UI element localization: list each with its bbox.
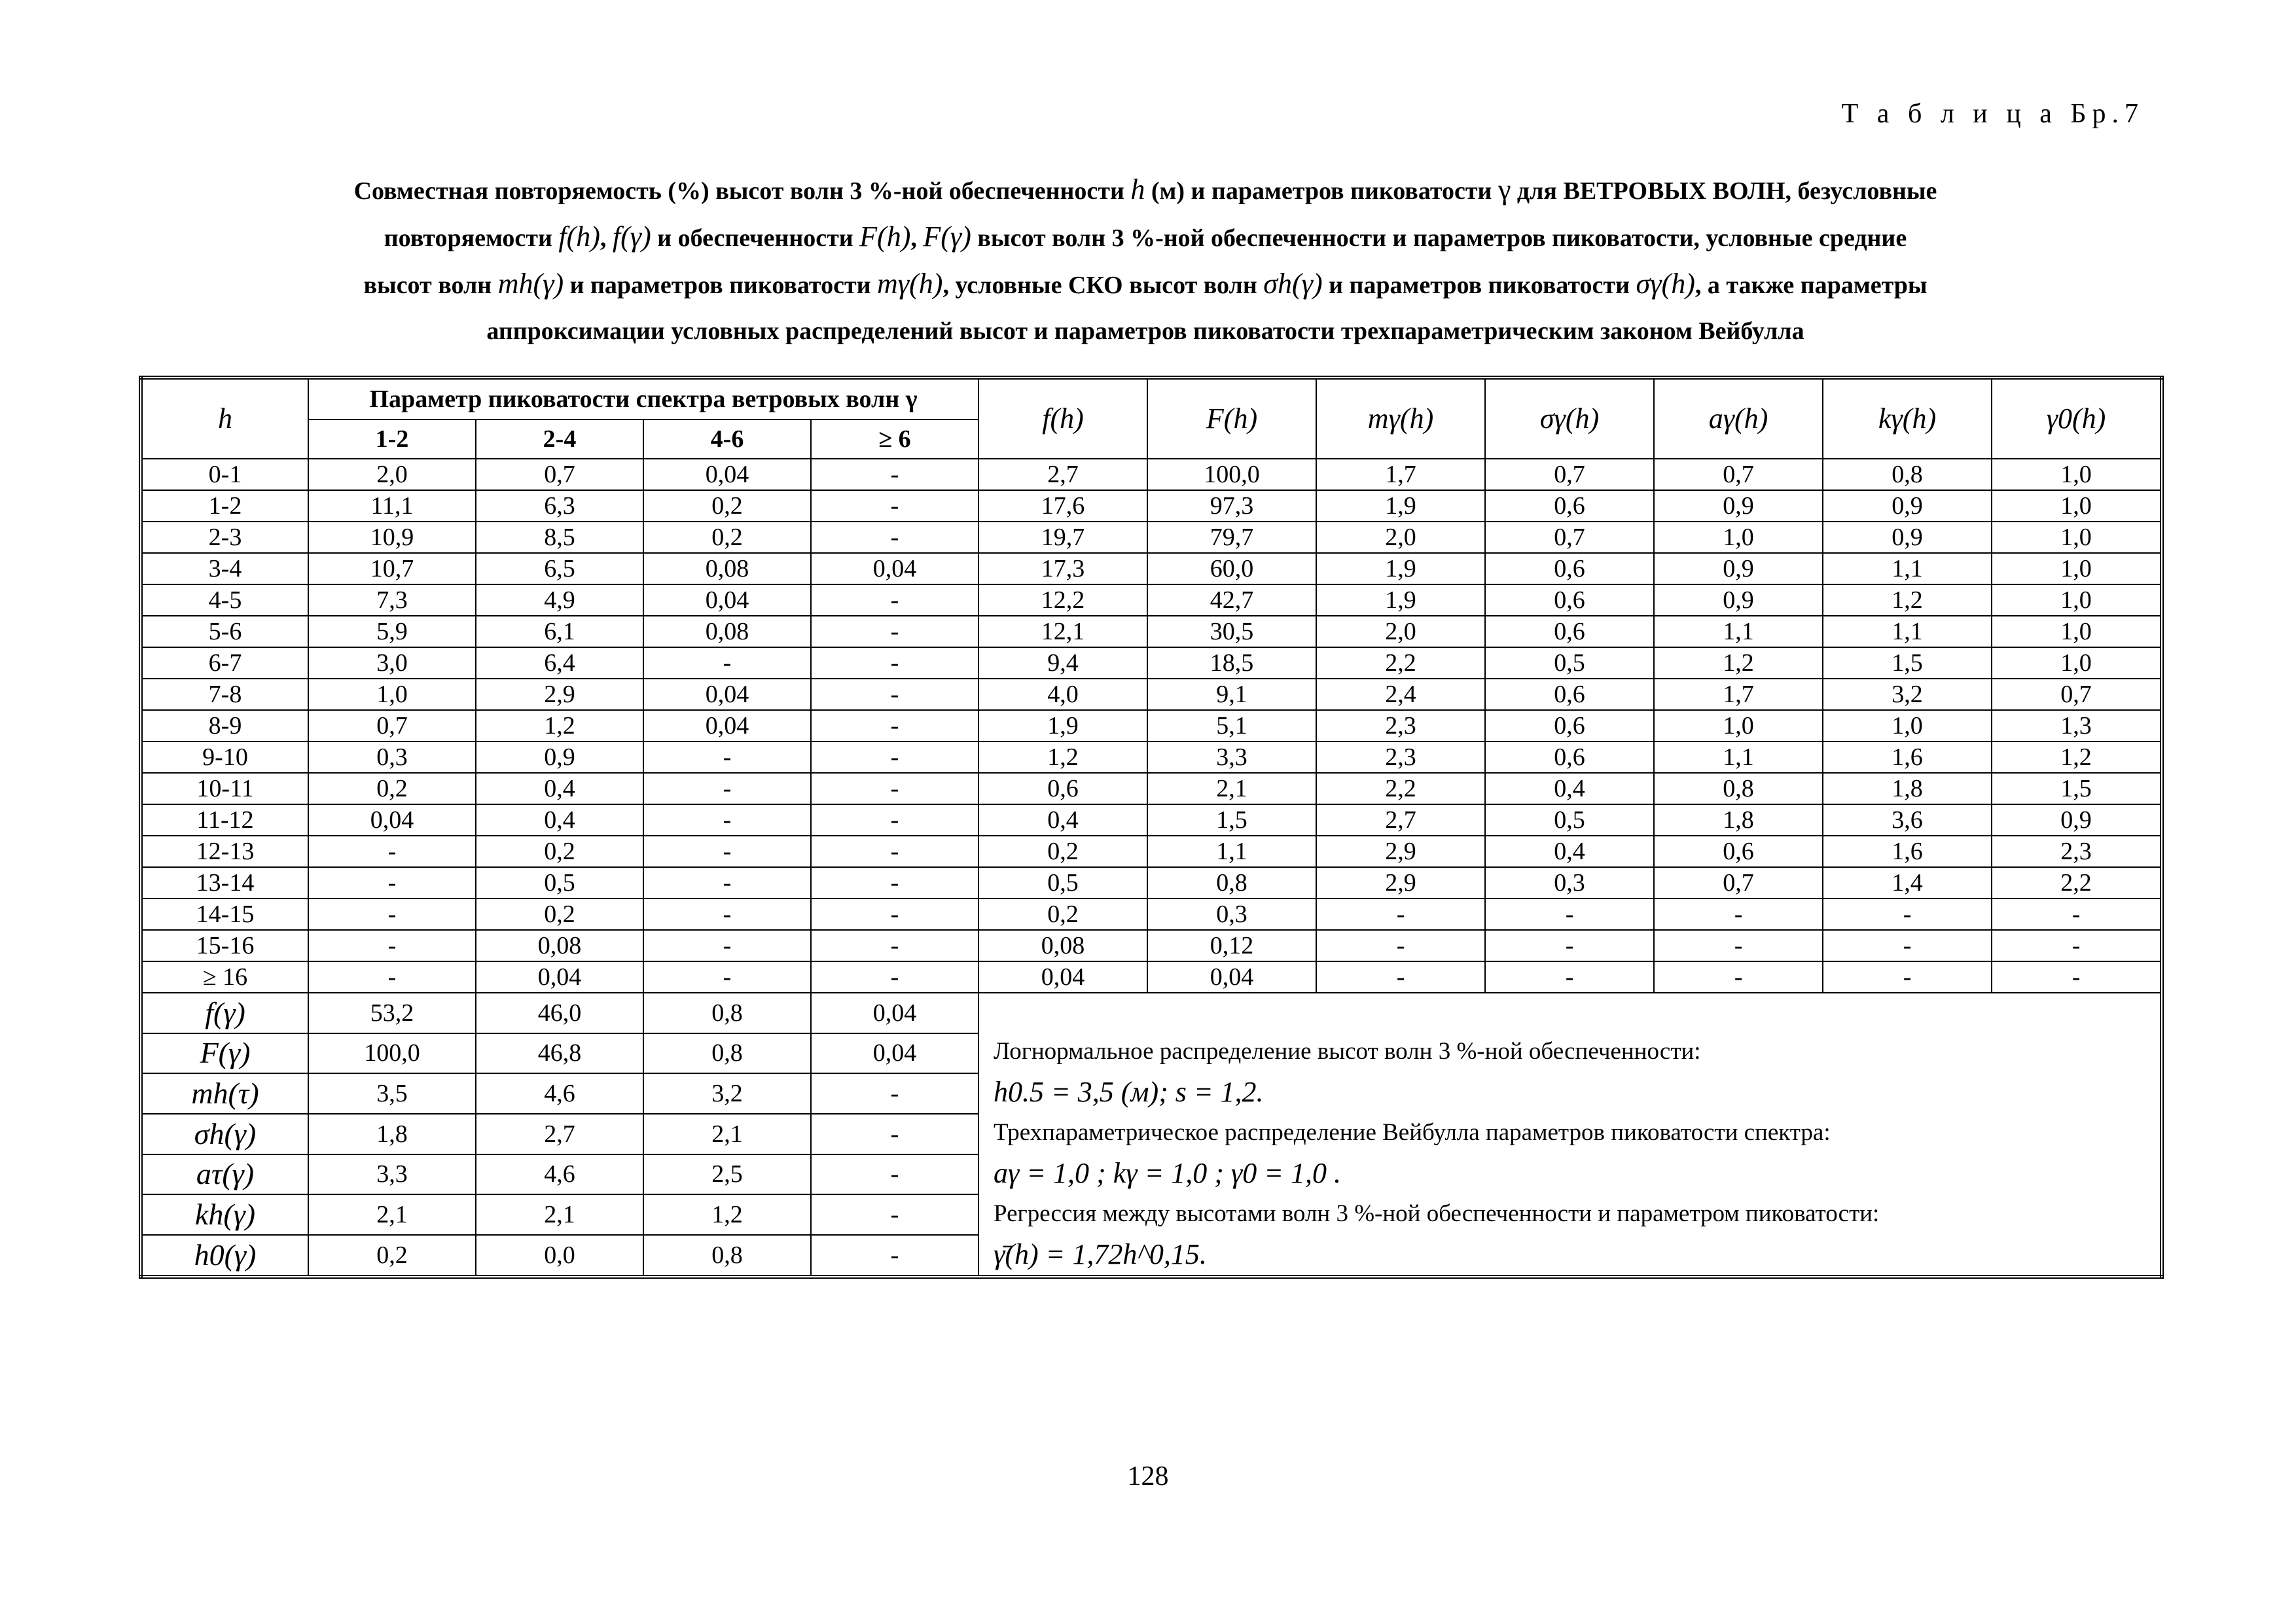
aggregate-cell: 0,2 — [308, 1235, 476, 1277]
header-gamma0-h: γ0(h) — [1992, 378, 2162, 459]
row-height-range: 9-10 — [141, 741, 308, 773]
formula-weibull: aγ = 1,0 ; kγ = 1,0 ; γ0 = 1,0 . — [994, 1157, 1341, 1189]
table-cell: 1,0 — [1992, 522, 2162, 553]
table-cell: 2,3 — [1316, 710, 1485, 741]
table-cell: - — [1823, 930, 1992, 961]
aggregate-cell: 3,2 — [643, 1073, 811, 1114]
row-height-range: 13-14 — [141, 867, 308, 899]
aggregate-cell: 0,8 — [643, 1235, 811, 1277]
row-height-range: 10-11 — [141, 773, 308, 804]
table-row — [141, 647, 2162, 679]
aggregate-cell: 3,3 — [308, 1154, 476, 1195]
table-cell: 6,1 — [476, 616, 643, 647]
table-cell: - — [643, 961, 811, 993]
table-row — [141, 899, 2162, 930]
row-height-range: 4-5 — [141, 584, 308, 616]
table-cell: - — [643, 741, 811, 773]
page-number: 128 — [1127, 1461, 1169, 1491]
table-cell: 0,4 — [978, 804, 1147, 836]
table-cell: 12,1 — [978, 616, 1147, 647]
table-cell: 2,7 — [1316, 804, 1485, 836]
row-height-range: 7-8 — [141, 679, 308, 710]
table-cell: 0,7 — [476, 459, 643, 490]
aggregate-cell: 4,6 — [476, 1073, 643, 1114]
aggregate-cell: 0,8 — [643, 1033, 811, 1074]
table-cell: 1,2 — [1992, 741, 2162, 773]
aggregate-cell: 2,1 — [643, 1114, 811, 1154]
table-cell: 3,3 — [1147, 741, 1316, 773]
table-cell: 0,7 — [308, 710, 476, 741]
table-cell: - — [1485, 930, 1654, 961]
table-cell: 0,9 — [1654, 553, 1823, 584]
table-cell: - — [811, 616, 978, 647]
table-cell: 17,6 — [978, 490, 1147, 522]
table-cell: - — [1823, 961, 1992, 993]
table-cell: 9,1 — [1147, 679, 1316, 710]
aggregate-cell: 1,8 — [308, 1114, 476, 1154]
table-cell: - — [811, 773, 978, 804]
table-cell: 1,1 — [1654, 616, 1823, 647]
table-cell: 0,12 — [1147, 930, 1316, 961]
table-cell: - — [1992, 961, 2162, 993]
table-cell: 0,5 — [476, 867, 643, 899]
table-cell: 5,1 — [1147, 710, 1316, 741]
table-cell: 0,9 — [1992, 804, 2162, 836]
table-cell: 1,0 — [1992, 459, 2162, 490]
table-cell: 42,7 — [1147, 584, 1316, 616]
aggregate-cell: 0,04 — [811, 1033, 978, 1074]
aggregate-cell: 0,8 — [643, 993, 811, 1033]
table-cell: 0,4 — [1485, 836, 1654, 867]
table-cell: 2,0 — [1316, 522, 1485, 553]
aggregate-label: f(γ) — [141, 993, 308, 1033]
table-cell: 30,5 — [1147, 616, 1316, 647]
table-row — [141, 710, 2162, 741]
table-cell: 0,04 — [643, 459, 811, 490]
table-cell: 4,0 — [978, 679, 1147, 710]
table-cell: 1,0 — [1823, 710, 1992, 741]
header-F-h: F(h) — [1147, 378, 1316, 459]
table-cell: 1,8 — [1823, 773, 1992, 804]
table-cell: 19,7 — [978, 522, 1147, 553]
row-height-range: 3-4 — [141, 553, 308, 584]
table-cell: 2,2 — [1992, 867, 2162, 899]
table-cell: 0,04 — [978, 961, 1147, 993]
table-cell: 1,5 — [1992, 773, 2162, 804]
table-cell: 1,7 — [1316, 459, 1485, 490]
table-cell: - — [811, 459, 978, 490]
table-cell: 0,9 — [1654, 490, 1823, 522]
table-cell: 2,0 — [308, 459, 476, 490]
table-cell: 1,0 — [1992, 490, 2162, 522]
table-row — [141, 836, 2162, 867]
table-cell: - — [811, 930, 978, 961]
table-cell: 0,08 — [978, 930, 1147, 961]
table-cell: 2,2 — [1316, 773, 1485, 804]
table-cell: 0,2 — [643, 490, 811, 522]
table-cell: 0,7 — [1485, 522, 1654, 553]
table-cell: 2,9 — [1316, 867, 1485, 899]
table-cell: 1,2 — [476, 710, 643, 741]
table-cell: 17,3 — [978, 553, 1147, 584]
table-cell: 1,9 — [1316, 490, 1485, 522]
table-cell: 0,6 — [1654, 836, 1823, 867]
header-a-gamma-h: aγ(h) — [1654, 378, 1823, 459]
aggregate-cell: 0,04 — [811, 993, 978, 1033]
table-cell: 0,7 — [1992, 679, 2162, 710]
table-cell: 4,9 — [476, 584, 643, 616]
table-cell: 0,8 — [1823, 459, 1992, 490]
row-height-range: 2-3 — [141, 522, 308, 553]
table-cell: 1,0 — [1992, 553, 2162, 584]
aggregate-label: F(γ) — [141, 1033, 308, 1074]
table-cell: - — [811, 741, 978, 773]
table-cell: 1,0 — [1654, 710, 1823, 741]
aggregate-cell: 100,0 — [308, 1033, 476, 1074]
table-cell: 0,6 — [1485, 741, 1654, 773]
table-cell: 0,9 — [1654, 584, 1823, 616]
header-k-gamma-h: kγ(h) — [1823, 378, 1992, 459]
table-cell: - — [1654, 899, 1823, 930]
table-cell: 5,9 — [308, 616, 476, 647]
table-cell: - — [1992, 899, 2162, 930]
aggregate-label: mh(τ) — [141, 1073, 308, 1114]
table-row — [141, 616, 2162, 647]
aggregate-cell: - — [811, 1154, 978, 1195]
header-h: h — [141, 378, 308, 459]
aggregate-cell: - — [811, 1235, 978, 1277]
table-cell: 1,0 — [1992, 584, 2162, 616]
table-cell: 1,7 — [1654, 679, 1823, 710]
table-cell: 0,04 — [476, 961, 643, 993]
table-cell: 0,2 — [476, 899, 643, 930]
table-cell: 2,4 — [1316, 679, 1485, 710]
table-cell: 1,1 — [1654, 741, 1823, 773]
table-cell: 0,2 — [978, 836, 1147, 867]
aggregate-cell: 2,7 — [476, 1114, 643, 1154]
table-cell: - — [1654, 930, 1823, 961]
table-label: Т а б л и ц а Бр.7 — [1841, 99, 2144, 129]
table-cell: - — [643, 867, 811, 899]
header-m-gamma-h: mγ(h) — [1316, 378, 1485, 459]
table-cell: 6,4 — [476, 647, 643, 679]
table-cell: 0,9 — [1823, 522, 1992, 553]
table-cell: - — [811, 490, 978, 522]
table-cell: - — [1654, 961, 1823, 993]
table-cell: 2,2 — [1316, 647, 1485, 679]
aggregate-cell: 46,0 — [476, 993, 643, 1033]
table-row — [141, 679, 2162, 710]
table-row — [141, 459, 2162, 490]
table-cell: 0,3 — [1485, 867, 1654, 899]
table-cell: 6,5 — [476, 553, 643, 584]
table-cell: 2,7 — [978, 459, 1147, 490]
table-cell: 0,6 — [1485, 710, 1654, 741]
table-cell: 79,7 — [1147, 522, 1316, 553]
distribution-notes — [978, 993, 2162, 1277]
table-cell: 0,9 — [476, 741, 643, 773]
table-cell: - — [308, 867, 476, 899]
table-cell: 0,08 — [643, 553, 811, 584]
table-cell: 0,6 — [1485, 616, 1654, 647]
table-row — [141, 961, 2162, 993]
table-cell: - — [811, 899, 978, 930]
table-cell: - — [1823, 899, 1992, 930]
table-cell: 0,6 — [978, 773, 1147, 804]
table-cell: 1,0 — [308, 679, 476, 710]
table-cell: 12,2 — [978, 584, 1147, 616]
formula-regression: γ̄(h) = 1,72h^0,15. — [994, 1238, 1207, 1270]
table-cell: - — [1316, 899, 1485, 930]
table-cell: - — [811, 804, 978, 836]
table-cell: 3,2 — [1823, 679, 1992, 710]
table-row — [141, 773, 2162, 804]
row-height-range: 0-1 — [141, 459, 308, 490]
table-cell: 0,6 — [1485, 553, 1654, 584]
table-cell: 1,6 — [1823, 741, 1992, 773]
table-cell: 97,3 — [1147, 490, 1316, 522]
table-cell: 0,04 — [643, 584, 811, 616]
table-cell: - — [1316, 930, 1485, 961]
table-cell: 1,9 — [978, 710, 1147, 741]
table-cell: 0,3 — [308, 741, 476, 773]
table-cell: 0,7 — [1485, 459, 1654, 490]
note-regression: Регрессия между высотами волн 3 %-ной обеспеченности и параметром пиковатости: — [994, 1200, 1880, 1227]
note-lognormal: Логнормальное распределение высот волн 3 %-ной обеспеченности: — [994, 1038, 1701, 1065]
row-height-range: 1-2 — [141, 490, 308, 522]
table-cell: - — [811, 836, 978, 867]
aggregate-cell: 4,6 — [476, 1154, 643, 1195]
table-cell: 100,0 — [1147, 459, 1316, 490]
table-cell: 0,5 — [1485, 647, 1654, 679]
table-cell: 1,3 — [1992, 710, 2162, 741]
table-cell: - — [643, 930, 811, 961]
table-cell: 0,6 — [1485, 490, 1654, 522]
header-gamma-4-6: 4-6 — [643, 419, 811, 459]
aggregate-cell: - — [811, 1073, 978, 1114]
table-cell: - — [811, 647, 978, 679]
table-cell: - — [811, 710, 978, 741]
row-height-range: ≥ 16 — [141, 961, 308, 993]
formula-lognormal: h0.5 = 3,5 (м); s = 1,2. — [994, 1076, 1264, 1108]
table-cell: 1,2 — [978, 741, 1147, 773]
table-row — [141, 741, 2162, 773]
wave-statistics-table — [139, 376, 2164, 1279]
table-cell: - — [1992, 930, 2162, 961]
table-cell: - — [308, 899, 476, 930]
table-cell: 0,2 — [476, 836, 643, 867]
table-cell: 0,4 — [476, 773, 643, 804]
table-cell: 2,3 — [1316, 741, 1485, 773]
table-cell: - — [308, 930, 476, 961]
table-cell: - — [643, 773, 811, 804]
table-cell: 0,2 — [643, 522, 811, 553]
table-cell: 1,2 — [1823, 584, 1992, 616]
row-height-range: 8-9 — [141, 710, 308, 741]
table-cell: - — [811, 584, 978, 616]
table-cell: - — [643, 647, 811, 679]
table-cell: - — [643, 836, 811, 867]
table-caption: Совместная повторяемость (%) высот волн 3 %-ной обеспеченности h (м) и параметров пиковатости γ для ВЕТРОВЫХ ВОЛН, безусловные повторяемости f(h), f(γ) и обеспеченности F(h), F(γ) высот волн 3 %-ной обеспеченности и параметров пиковатости, условные средние высот волн mh(γ) и параметров пиковатости mγ(h), условные СКО высот волн σh(γ) и параметров пиковатости σγ(h), а также параметры аппроксимации условных распределений высот и параметров пиковатости трехпараметрическим законом Вейбулла — [353, 173, 1937, 345]
table-cell: 3,0 — [308, 647, 476, 679]
aggregate-cell: 2,1 — [308, 1194, 476, 1235]
table-cell: 0,6 — [1485, 584, 1654, 616]
table-cell: 0,5 — [1485, 804, 1654, 836]
table-cell: - — [308, 836, 476, 867]
table-cell: 2,9 — [476, 679, 643, 710]
table-cell: 0,7 — [1654, 867, 1823, 899]
table-cell: 0,7 — [1654, 459, 1823, 490]
table-cell: 0,08 — [643, 616, 811, 647]
aggregate-cell: 46,8 — [476, 1033, 643, 1074]
aggregate-cell: - — [811, 1114, 978, 1154]
table-cell: - — [1485, 961, 1654, 993]
table-cell: 7,3 — [308, 584, 476, 616]
table-cell: - — [643, 899, 811, 930]
table-cell: 2,0 — [1316, 616, 1485, 647]
table-row — [141, 490, 2162, 522]
table-cell: 1,0 — [1654, 522, 1823, 553]
table-cell: 18,5 — [1147, 647, 1316, 679]
row-height-range: 11-12 — [141, 804, 308, 836]
table-cell: 6,3 — [476, 490, 643, 522]
note-weibull: Трехпараметрическое распределение Вейбулла параметров пиковатости спектра: — [994, 1119, 1831, 1146]
table-cell: 0,8 — [1654, 773, 1823, 804]
table-row — [141, 930, 2162, 961]
table-cell: 0,04 — [643, 710, 811, 741]
table-cell: 0,04 — [308, 804, 476, 836]
table-cell: 1,8 — [1654, 804, 1823, 836]
header-gamma-group: Параметр пиковатости спектра ветровых волн γ — [308, 378, 978, 419]
header-gamma-2-4: 2-4 — [476, 419, 643, 459]
header-f-h: f(h) — [978, 378, 1147, 459]
table-cell: 9,4 — [978, 647, 1147, 679]
table-cell: 0,08 — [476, 930, 643, 961]
table-cell: 1,1 — [1823, 616, 1992, 647]
table-cell: 8,5 — [476, 522, 643, 553]
table-cell: 60,0 — [1147, 553, 1316, 584]
row-height-range: 12-13 — [141, 836, 308, 867]
table-cell: 11,1 — [308, 490, 476, 522]
table-cell: 0,5 — [978, 867, 1147, 899]
table-cell: - — [811, 522, 978, 553]
aggregate-cell: 1,2 — [643, 1194, 811, 1235]
table-cell: 0,9 — [1823, 490, 1992, 522]
table-cell: 0,04 — [1147, 961, 1316, 993]
aggregate-cell: 2,5 — [643, 1154, 811, 1195]
header-sigma-gamma-h: σγ(h) — [1485, 378, 1654, 459]
table-cell: 2,3 — [1992, 836, 2162, 867]
table-row — [141, 867, 2162, 899]
aggregate-cell: 2,1 — [476, 1194, 643, 1235]
table-row — [141, 553, 2162, 584]
table-cell: 0,2 — [308, 773, 476, 804]
table-cell: 0,04 — [811, 553, 978, 584]
table-cell: 1,5 — [1823, 647, 1992, 679]
aggregate-cell: 53,2 — [308, 993, 476, 1033]
table-cell: 10,7 — [308, 553, 476, 584]
aggregate-label: h0(γ) — [141, 1235, 308, 1277]
header-gamma-1-2: 1-2 — [308, 419, 476, 459]
table-cell: 1,1 — [1147, 836, 1316, 867]
header-gamma-ge6: ≥ 6 — [811, 419, 978, 459]
table-cell: 0,4 — [476, 804, 643, 836]
table-cell: 1,9 — [1316, 584, 1485, 616]
table-cell: 1,2 — [1654, 647, 1823, 679]
table-row — [141, 584, 2162, 616]
row-height-range: 5-6 — [141, 616, 308, 647]
table-cell: 0,2 — [978, 899, 1147, 930]
aggregate-cell: 3,5 — [308, 1073, 476, 1114]
aggregate-label: σh(γ) — [141, 1114, 308, 1154]
table-cell: 1,0 — [1992, 616, 2162, 647]
row-height-range: 6-7 — [141, 647, 308, 679]
table-cell: 0,3 — [1147, 899, 1316, 930]
aggregate-label: aτ(γ) — [141, 1154, 308, 1195]
table-row — [141, 522, 2162, 553]
aggregate-cell: - — [811, 1194, 978, 1235]
table-cell: - — [1316, 961, 1485, 993]
table-cell: - — [308, 961, 476, 993]
table-cell: 3,6 — [1823, 804, 1992, 836]
table-cell: 1,5 — [1147, 804, 1316, 836]
table-row — [141, 804, 2162, 836]
row-height-range: 14-15 — [141, 899, 308, 930]
table-cell: 1,0 — [1992, 647, 2162, 679]
table-cell: 2,9 — [1316, 836, 1485, 867]
table-cell: 10,9 — [308, 522, 476, 553]
table-cell: 0,6 — [1485, 679, 1654, 710]
row-height-range: 15-16 — [141, 930, 308, 961]
table-cell: 1,6 — [1823, 836, 1992, 867]
table-cell: - — [811, 961, 978, 993]
table-cell: 1,4 — [1823, 867, 1992, 899]
aggregate-label: kh(γ) — [141, 1194, 308, 1235]
table-cell: - — [1485, 899, 1654, 930]
table-cell: 0,4 — [1485, 773, 1654, 804]
table-cell: - — [643, 804, 811, 836]
aggregate-row — [141, 993, 2162, 1033]
aggregate-cell: 0,0 — [476, 1235, 643, 1277]
table-cell: 2,1 — [1147, 773, 1316, 804]
table-cell: - — [811, 867, 978, 899]
table-cell: 1,1 — [1823, 553, 1992, 584]
table-cell: 1,9 — [1316, 553, 1485, 584]
table-cell: 0,8 — [1147, 867, 1316, 899]
table-cell: - — [811, 679, 978, 710]
table-cell: 0,04 — [643, 679, 811, 710]
